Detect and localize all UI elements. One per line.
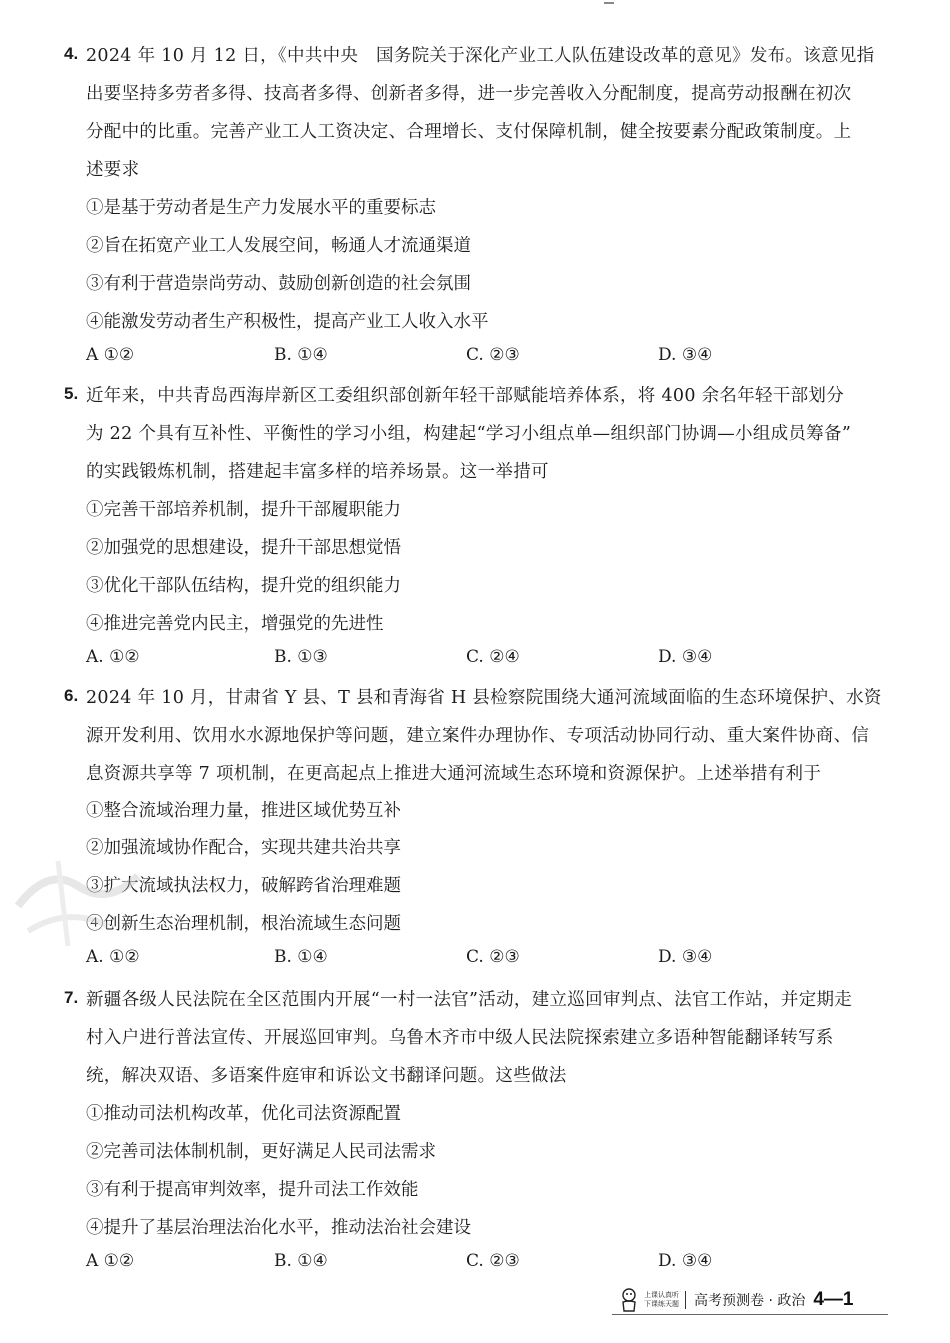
- question-stem-line: 述要求: [86, 160, 140, 180]
- statement-1: ①推动司法机构改革，优化司法资源配置: [86, 1104, 401, 1124]
- question-stem-line: 近年来，中共青岛西海岸新区工委组织部创新年轻干部赋能培养体系，将 400 余名年轻干部划分: [86, 386, 845, 406]
- choice-d[interactable]: D. ③④: [658, 345, 713, 365]
- choice-d[interactable]: D. ③④: [658, 1251, 713, 1271]
- question-stem-line: 2024 年 10 月 12 日，《中共中央 国务院关于深化产业工人队伍建设改革的意见》发布。该意见指: [86, 46, 875, 66]
- choice-c[interactable]: C. ②④: [466, 647, 520, 667]
- statement-3: ③有利于营造崇尚劳动、鼓励创新创造的社会氛围: [86, 274, 471, 294]
- watermark-graphic: [8, 846, 158, 956]
- question-number: 4.: [64, 44, 79, 63]
- statement-3: ③有利于提高审判效率，提升司法工作效能: [86, 1180, 419, 1200]
- footer-slogan: [644, 1291, 679, 1309]
- choice-a[interactable]: A. ①②: [86, 647, 140, 667]
- page-number: 4—1: [813, 1289, 854, 1310]
- slogan-bottom: 下课练天题: [644, 1300, 679, 1308]
- question-stem-line: 统，解决双语、多语案件庭审和诉讼文书翻译问题。这些做法: [86, 1066, 567, 1086]
- question-number: 5.: [64, 384, 79, 403]
- choice-d[interactable]: D. ③④: [658, 947, 713, 967]
- choice-a[interactable]: A ①②: [86, 1251, 135, 1271]
- statement-4: ④创新生态治理机制，根治流域生态问题: [86, 914, 401, 934]
- statement-2: ②加强党的思想建设，提升干部思想觉悟: [86, 538, 401, 558]
- question-stem-line: 的实践锻炼机制，搭建起丰富多样的培养场景。这一举措可: [86, 462, 549, 482]
- slogan-top: 上课认真听: [644, 1291, 679, 1299]
- choice-d[interactable]: D. ③④: [658, 647, 713, 667]
- statement-1: ①整合流域治理力量，推进区域优势互补: [86, 801, 401, 821]
- statement-2: ②加强流域协作配合，实现共建共治共享: [86, 838, 401, 858]
- page-footer: [618, 1286, 854, 1314]
- question-stem-line: 分配中的比重。完善产业工人工资决定、合理增长、支付保障机制，健全按要素分配政策制度。上: [86, 122, 852, 142]
- statement-3: ③优化干部队伍结构，提升党的组织能力: [86, 576, 401, 596]
- question-stem-line: 村入户进行普法宣传、开展巡回审判。乌鲁木齐市中级人民法院探索建立多语种智能翻译转写系: [86, 1028, 834, 1048]
- statement-4: ④推进完善党内民主，增强党的先进性: [86, 614, 384, 634]
- choice-a[interactable]: A ①②: [86, 345, 135, 365]
- statement-4: ④提升了基层治理法治化水平，推动法治社会建设: [86, 1218, 471, 1238]
- choice-c[interactable]: C. ②③: [466, 947, 520, 967]
- question-stem-line: 出要坚持多劳者多得、技高者多得、创新者多得，进一步完善收入分配制度，提高劳动报酬在初次: [86, 84, 852, 104]
- question-number: 7.: [64, 988, 79, 1007]
- footer-rule: [612, 1314, 888, 1315]
- statement-2: ②完善司法体制机制，更好满足人民司法需求: [86, 1142, 436, 1162]
- question-stem-line: 息资源共享等 7 项机制，在更高起点上推进大通河流域生态环境和资源保护。上述举措有利于: [86, 764, 822, 784]
- choice-b[interactable]: B. ①③: [274, 647, 328, 667]
- choice-c[interactable]: C. ②③: [466, 345, 520, 365]
- footer-title: 高考预测卷 · 政治: [694, 1293, 806, 1309]
- choice-b[interactable]: B. ①④: [274, 1251, 328, 1271]
- statement-1: ①是基于劳动者是生产力发展水平的重要标志: [86, 198, 436, 218]
- statement-4: ④能激发劳动者生产积极性，提高产业工人收入水平: [86, 312, 489, 332]
- choice-b[interactable]: B. ①④: [274, 345, 328, 365]
- statement-3: ③扩大流域执法权力，破解跨省治理难题: [86, 876, 401, 896]
- statement-1: ①完善干部培养机制，提升干部履职能力: [86, 500, 401, 520]
- footer-divider: [685, 1291, 686, 1309]
- question-stem-line: 新疆各级人民法院在全区范围内开展“一村一法官”活动，建立巡回审判点、法官工作站，并定期走: [86, 990, 853, 1010]
- statement-2: ②旨在拓宽产业工人发展空间，畅通人才流通渠道: [86, 236, 471, 256]
- question-stem-line: 为 22 个具有互补性、平衡性的学习小组，构建起“学习小组点单—组织部门协调—小组成员筹备”: [86, 424, 852, 444]
- choice-b[interactable]: B. ①④: [274, 947, 328, 967]
- scan-mark: [604, 2, 614, 4]
- question-number: 6.: [64, 686, 79, 705]
- choice-c[interactable]: C. ②③: [466, 1251, 520, 1271]
- choice-a[interactable]: A. ①②: [86, 947, 140, 967]
- question-stem-line: 源开发利用、饮用水水源地保护等问题，建立案件办理协作、专项活动协同行动、重大案件协商、信: [86, 726, 870, 746]
- question-stem-line: 2024 年 10 月，甘肃省 Y 县、T 县和青海省 H 县检察院围绕大通河流域面临的生态环境保护、水资: [86, 688, 882, 708]
- mascot-icon: [618, 1287, 640, 1313]
